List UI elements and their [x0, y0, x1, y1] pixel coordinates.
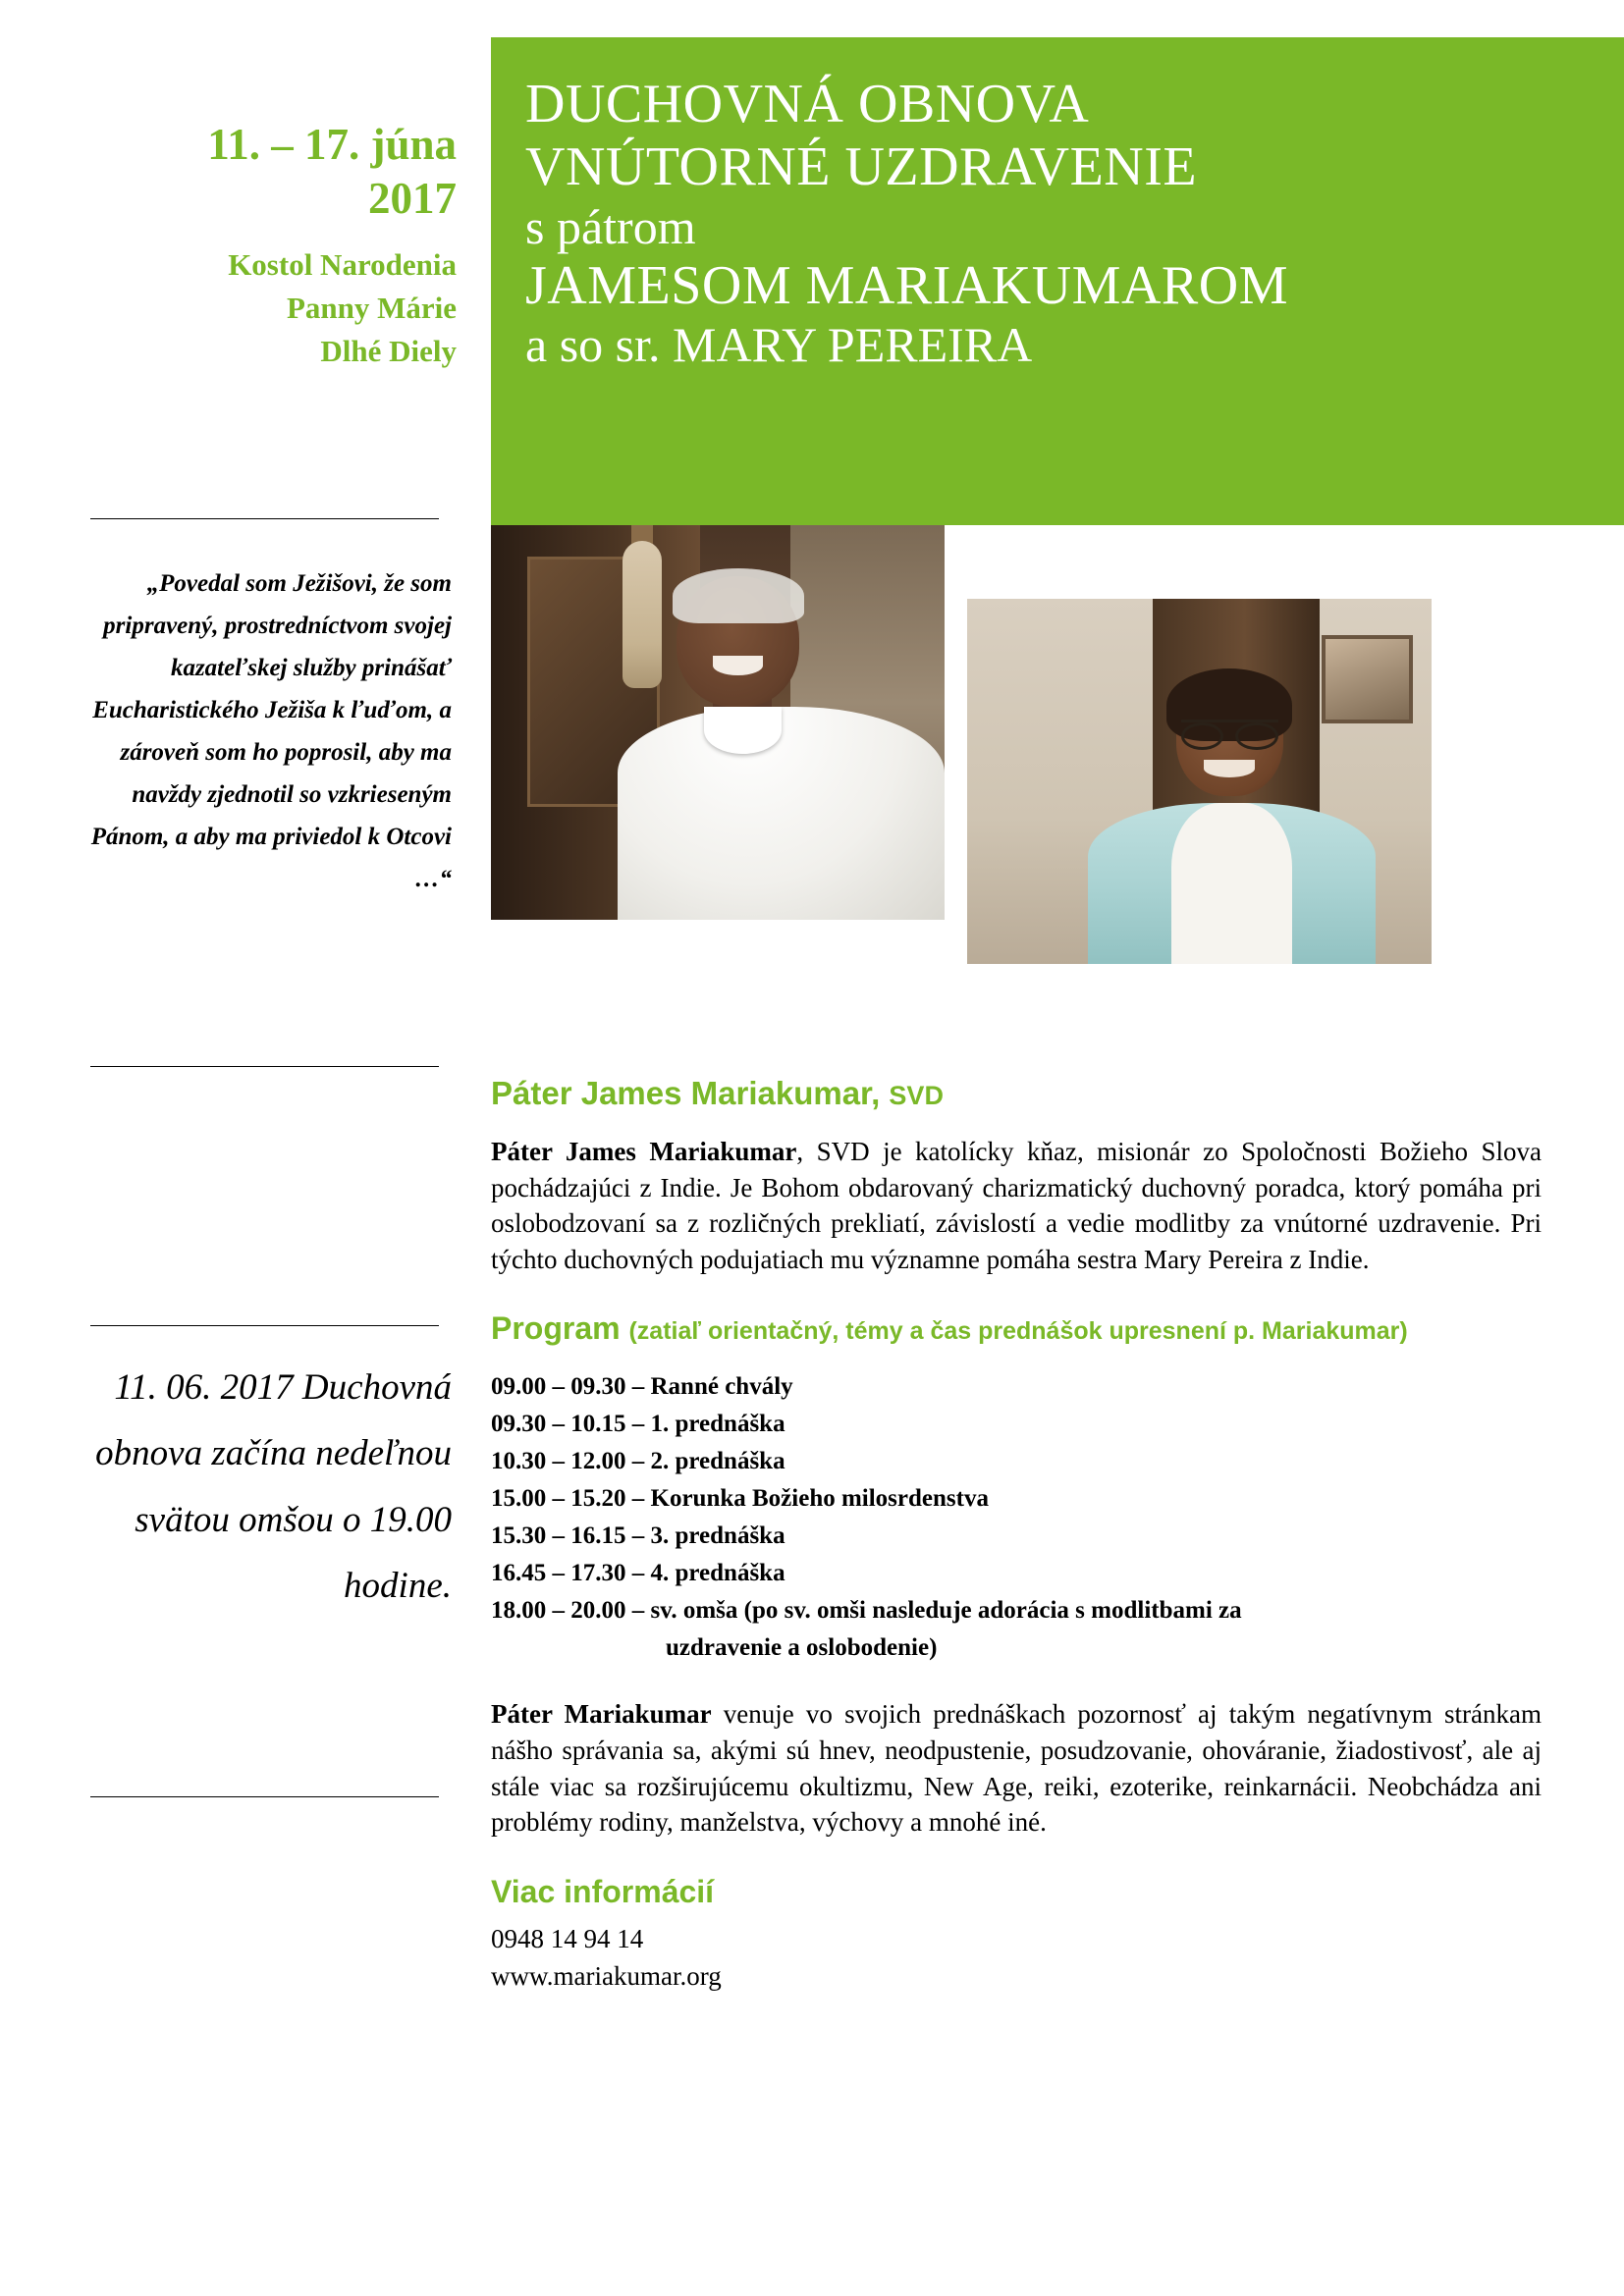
contact-heading: Viac informácií — [491, 1874, 715, 1910]
photo-person-body — [618, 707, 945, 920]
topics-paragraph: Páter Mariakumar venuje vo svojich prednáškach pozornosť aj takým negatívnym stránkam nášho správania sa, akými sú hnev, neodpustenie, posudzovanie, ohováranie, žiadostivosť, ale aj stále viac sa rozširujúcemu okultizmu, New Age, reiki, ezoterike, reinkarnácii. Neobchádza ani problémy rodiny, manželstva, výchovy a mnohé iné. — [491, 1699, 1542, 1838]
photo-sister-mary — [967, 599, 1432, 964]
event-year: 2017 — [368, 173, 457, 223]
program-item-continuation: uzdravenie a oslobodenie) — [666, 1634, 938, 1662]
program-item: 09.00 – 09.30 – Ranné chvály — [491, 1373, 793, 1401]
pull-quote: „Povedal som Ježišovi, že som pripravený, prostredníctvom svojej kazateľskej služby prinášať Eucharistického Ježiša k ľuďom, a zároveň som ho poprosil, aby ma navždy zjednotil so vzkrieseným Pánom, a aby ma priviedol k Otcovi …“ — [90, 570, 452, 892]
program-list — [491, 1368, 1542, 1667]
bio-heading — [491, 1075, 1542, 1112]
divider-after-quote — [90, 1066, 439, 1067]
header-line-4: JAMESOM MARIAKUMAROM — [525, 254, 1288, 316]
program-item: 10.30 – 12.00 – 2. prednáška — [491, 1448, 785, 1475]
program-item: 09.30 – 10.15 – 1. prednáška — [491, 1411, 785, 1438]
contact-phone: 0948 14 94 14 — [491, 1924, 644, 1954]
program-item: 15.30 – 16.15 – 3. prednáška — [491, 1522, 785, 1550]
program-item: 18.00 – 20.00 – sv. omša (po sv. omši nasleduje adorácia s modlitbami za — [491, 1597, 1242, 1625]
event-date-range: 11. – 17. júna — [207, 120, 457, 169]
photo-person-hair — [673, 568, 804, 623]
event-date — [59, 118, 457, 226]
bio-heading-name: Páter James Mariakumar, — [491, 1075, 881, 1111]
event-place-line-2: Panny Márie — [286, 290, 457, 325]
photo-person-collar — [704, 707, 782, 754]
contact-website[interactable]: www.mariakumar.org — [491, 1961, 722, 1992]
event-place-line-1: Kostol Narodenia — [228, 246, 457, 282]
photo-person-smile — [713, 656, 763, 675]
divider-before-start-note — [90, 1325, 439, 1326]
main-content — [491, 1075, 1542, 1996]
header-line-2: VNÚTORNÉ UZDRAVENIE — [525, 135, 1198, 197]
bio-heading-order: SVD — [889, 1081, 944, 1110]
photo-person-glasses — [1181, 720, 1278, 744]
header-title-block — [525, 74, 1605, 373]
photo-pater-james — [491, 525, 945, 920]
event-place — [59, 243, 457, 373]
program-item: 16.45 – 17.30 – 4. prednáška — [491, 1560, 785, 1587]
header-line-3: s pátrom — [525, 198, 696, 254]
header-line-1: DUCHOVNÁ OBNOVA — [525, 74, 1090, 134]
program-item: 15.00 – 15.20 – Korunka Božieho milosrdenstva — [491, 1485, 989, 1513]
photo-wall-picture — [1322, 635, 1413, 723]
event-date-place-block — [59, 118, 457, 373]
photo-person-shawl — [1171, 803, 1292, 964]
divider-bottom — [90, 1796, 439, 1797]
event-place-line-3: Dlhé Diely — [320, 333, 457, 368]
header-line-5: a so sr. MARY PEREIRA — [525, 317, 1033, 373]
opening-mass-note: 11. 06. 2017 Duchovná obnova začína nedeľnou svätou omšou o 19.00 hodine. — [95, 1367, 452, 1606]
photo-tassel — [623, 541, 662, 688]
divider-top — [90, 518, 439, 519]
program-subtitle: (zatiaľ orientačný, témy a čas prednášok upresnení p. Mariakumar) — [628, 1316, 1408, 1345]
program-title: Program — [491, 1309, 621, 1346]
program-heading — [491, 1306, 1542, 1351]
bio-paragraph: Páter James Mariakumar, SVD je katolícky kňaz, misionár zo Spoločnosti Božieho Slova pochádzajúci z Indie. Je Bohom obdarovaný charizmatický duchovný poradca, ktorý pomáha pri oslobodzovaní sa z rozličných prekliatí, závislostí a vedie modlitby za vnútorné uzdravenie. Pri týchto duchovných podujatiach mu významne pomáha sestra Mary Pereira z Indie. — [491, 1137, 1542, 1275]
